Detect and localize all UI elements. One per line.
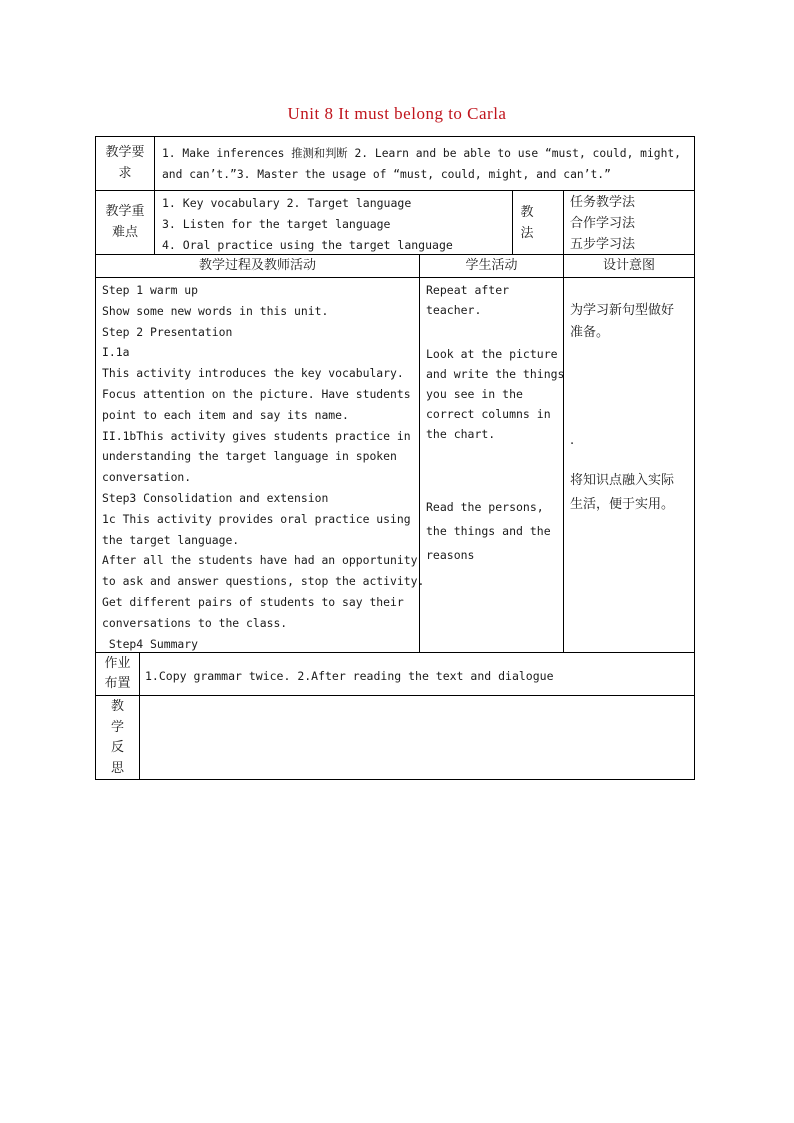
header-process: 教学过程及教师活动 bbox=[198, 258, 316, 273]
design-intent-2: . bbox=[570, 433, 575, 448]
requirements-content: 1. Make inferences 推测和判断 2. Learn and be able to use “must, could, might, and can’t.”3. Master the usage of “must, could, might, and can’t.” bbox=[162, 147, 681, 181]
key-points-label: 教学重 难点 bbox=[105, 204, 145, 240]
header-student: 学生活动 bbox=[465, 258, 518, 273]
method-item: 合作学习法 bbox=[570, 216, 636, 231]
design-intent-3: 将知识点融入实际 生活，便于实用。 bbox=[570, 473, 675, 512]
method-item: 任务教学法 bbox=[570, 195, 636, 210]
teaching-process-content: Step 1 warm up Show some new words in this unit. Step 2 Presentation I.1a This activity introduces the key vocabulary. Focus attention on the picture. Have students point to each item and say its name. II.1bThis activity gives students practice in understanding the target language in spoken conversation. Step3 Consolidation and extension 1c This activity provides oral practice using the target language. After all the students have had an opportunity to ask and answer questions, stop the activity. Get different pairs of students to say their conversations to the class. Step4 Summary bbox=[102, 283, 425, 651]
key-points-content: 1. Key vocabulary 2. Target language 3. Listen for the target language 4. Oral practice using the target language bbox=[162, 196, 453, 252]
student-activity-1: Repeat after teacher. bbox=[426, 283, 510, 317]
page-title: Unit 8 It must belong to Carla bbox=[287, 104, 507, 123]
reflection-label: 教 学 反 思 bbox=[110, 699, 124, 776]
header-design: 设计意图 bbox=[602, 258, 655, 273]
student-activity-2: Look at the picture and write the things you see in the correct columns in the chart. bbox=[426, 347, 565, 441]
teaching-methods-list bbox=[570, 192, 635, 255]
requirements-label: 教学要 求 bbox=[105, 145, 145, 181]
homework-content: 1.Copy grammar twice. 2.After reading the text and dialogue bbox=[145, 669, 554, 683]
student-activity-3: Read the persons, the things and the reasons bbox=[426, 500, 551, 562]
design-intent-1: 为学习新句型做好 准备。 bbox=[570, 303, 675, 340]
homework-label: 作业 布置 bbox=[104, 656, 131, 691]
teaching-method-label: 教 法 bbox=[520, 205, 534, 241]
method-item: 五步学习法 bbox=[570, 237, 636, 252]
